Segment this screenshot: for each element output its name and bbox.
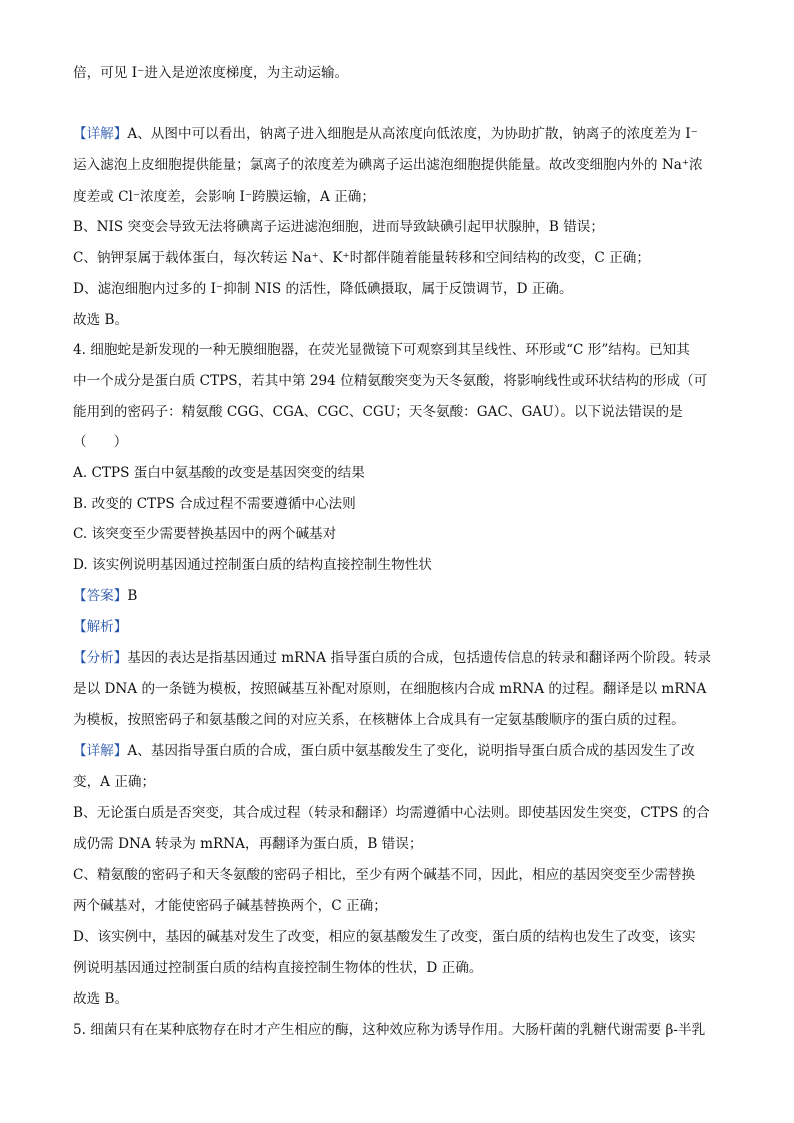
line-text: 4. 细胞蛇是新发现的一种无膜细胞器，在荧光显微镜下可观察到其呈线性、环形或“C 形”结构。已知其 [73, 342, 690, 358]
line-text: 倍，可见 I⁻进入是逆浓度梯度，为主动运输。 [73, 65, 349, 81]
section-marker: 【解析】 [73, 619, 128, 635]
text-line [73, 679, 725, 699]
line-text: C、钠钾泵属于载体蛋白，每次转运 Na⁺、K⁺时都伴随着能量转移和空间结构的改变，C 正确； [73, 250, 650, 266]
text-line [73, 187, 725, 207]
text-line [73, 310, 725, 330]
text-line [73, 248, 725, 268]
line-text: 故选 B。 [73, 312, 129, 328]
text-line [73, 402, 725, 422]
text-line [73, 865, 725, 885]
line-text: B、NIS 突变会导致无法将碘离子运进滤泡细胞，进而导致缺碘引起甲状腺肿，B 错误； [73, 219, 604, 235]
line-text: 故选 B。 [73, 991, 129, 1007]
line-text: 度差或 Cl⁻浓度差，会影响 I⁻跨膜运输，A 正确； [73, 189, 375, 205]
line-text: 能用到的密码子：精氨酸 CGG、CGA、CGC、CGU；天冬氨酸：GAC、GAU）。以下说法错误的是 [73, 404, 683, 420]
line-text: C、精氨酸的密码子和天冬氨酸的密码子相比，至少有两个碱基不同，因此，相应的基因突变至少需替换 [73, 867, 696, 883]
text-line [73, 989, 725, 1009]
line-text: 5. 细菌只有在某种底物存在时才产生相应的酶，这种效应称为诱导作用。大肠杆菌的乳糖代谢需要 β-半乳 [73, 1022, 706, 1038]
text-line [73, 958, 725, 978]
line-text: 变，A 正确； [73, 774, 156, 790]
text-line [73, 586, 725, 606]
line-text: A、从图中可以看出，钠离子进入细胞是从高浓度向低浓度，为协助扩散，钠离子的浓度差为 I⁻ [127, 126, 698, 142]
text-line [73, 617, 725, 637]
line-text: 例说明基因通过控制蛋白质的结构直接控制生物体的性状，D 正确。 [73, 960, 483, 976]
text-line [73, 1020, 725, 1040]
line-text: B. 改变的 CTPS 合成过程不需要遵循中心法则 [73, 496, 356, 512]
text-line [73, 432, 725, 452]
line-text: D、该实例中，基因的碱基对发生了改变，相应的氨基酸发生了改变，蛋白质的结构也发生了改变，该实 [73, 929, 696, 945]
section-marker: 【详解】 [73, 126, 128, 142]
line-text: 是以 DNA 的一条链为模板，按照碱基互补配对原则，在细胞核内合成 mRNA 的过程。翻译是以 mRNA [73, 681, 707, 697]
text-line [73, 927, 725, 947]
line-text: 中一个成分是蛋白质 CTPS，若其中第 294 位精氨酸突变为天冬氨酸，将影响线性或环状结构的形成（可 [73, 373, 708, 389]
line-text: 为模板，按照密码子和氨基酸之间的对应关系，在核糖体上合成具有一定氨基酸顺序的蛋白质的过程。 [73, 712, 685, 728]
line-text: 运入滤泡上皮细胞提供能量；氯离子的浓度差为碘离子运出滤泡细胞提供能量。故改变细胞内外的 Na⁺浓 [73, 157, 703, 173]
text-line [73, 710, 725, 730]
text-line [73, 371, 725, 391]
line-text: 基因的表达是指基因通过 mRNA 指导蛋白质的合成，包括遗传信息的转录和翻译两个阶段。转录 [127, 650, 712, 666]
text-line [73, 648, 725, 668]
line-text: 成仍需 DNA 转录为 mRNA，再翻译为蛋白质，B 错误； [73, 836, 423, 852]
line-text: 两个碱基对，才能使密码子碱基替换两个，C 正确； [73, 898, 387, 914]
text-line [73, 340, 725, 360]
text-line [73, 555, 725, 575]
section-marker: 【答案】 [73, 588, 128, 604]
section-marker: 【分析】 [73, 650, 128, 666]
text-line [73, 896, 725, 916]
line-text: B、无论蛋白质是否突变，其合成过程（转录和翻译）均需遵循中心法则。即使基因发生突变，CTPS 的合 [73, 805, 710, 821]
text-line [73, 494, 725, 514]
text-line [73, 524, 725, 544]
line-text: D. 该实例说明基因通过控制蛋白质的结构直接控制生物性状 [73, 557, 432, 573]
text-line [73, 834, 725, 854]
text-line [73, 63, 725, 83]
text-line [73, 124, 725, 144]
line-text: D、滤泡细胞内过多的 I⁻抑制 NIS 的活性，降低碘摄取，属于反馈调节，D 正确。 [73, 281, 573, 297]
line-text: （ ） [73, 434, 128, 450]
line-text: A、基因指导蛋白质的合成，蛋白质中氨基酸发生了变化，说明指导蛋白质合成的基因发生了改 [127, 743, 695, 759]
line-text: C. 该突变至少需要替换基因中的两个碱基对 [73, 526, 337, 542]
text-line [73, 155, 725, 175]
text-line [73, 772, 725, 792]
text-line [73, 463, 725, 483]
text-line [73, 803, 725, 823]
section-marker: 【详解】 [73, 743, 128, 759]
text-line [73, 741, 725, 761]
line-text: A. CTPS 蛋白中氨基酸的改变是基因突变的结果 [73, 465, 365, 481]
text-line [73, 217, 725, 237]
text-line [73, 279, 725, 299]
line-text: B [127, 588, 138, 604]
